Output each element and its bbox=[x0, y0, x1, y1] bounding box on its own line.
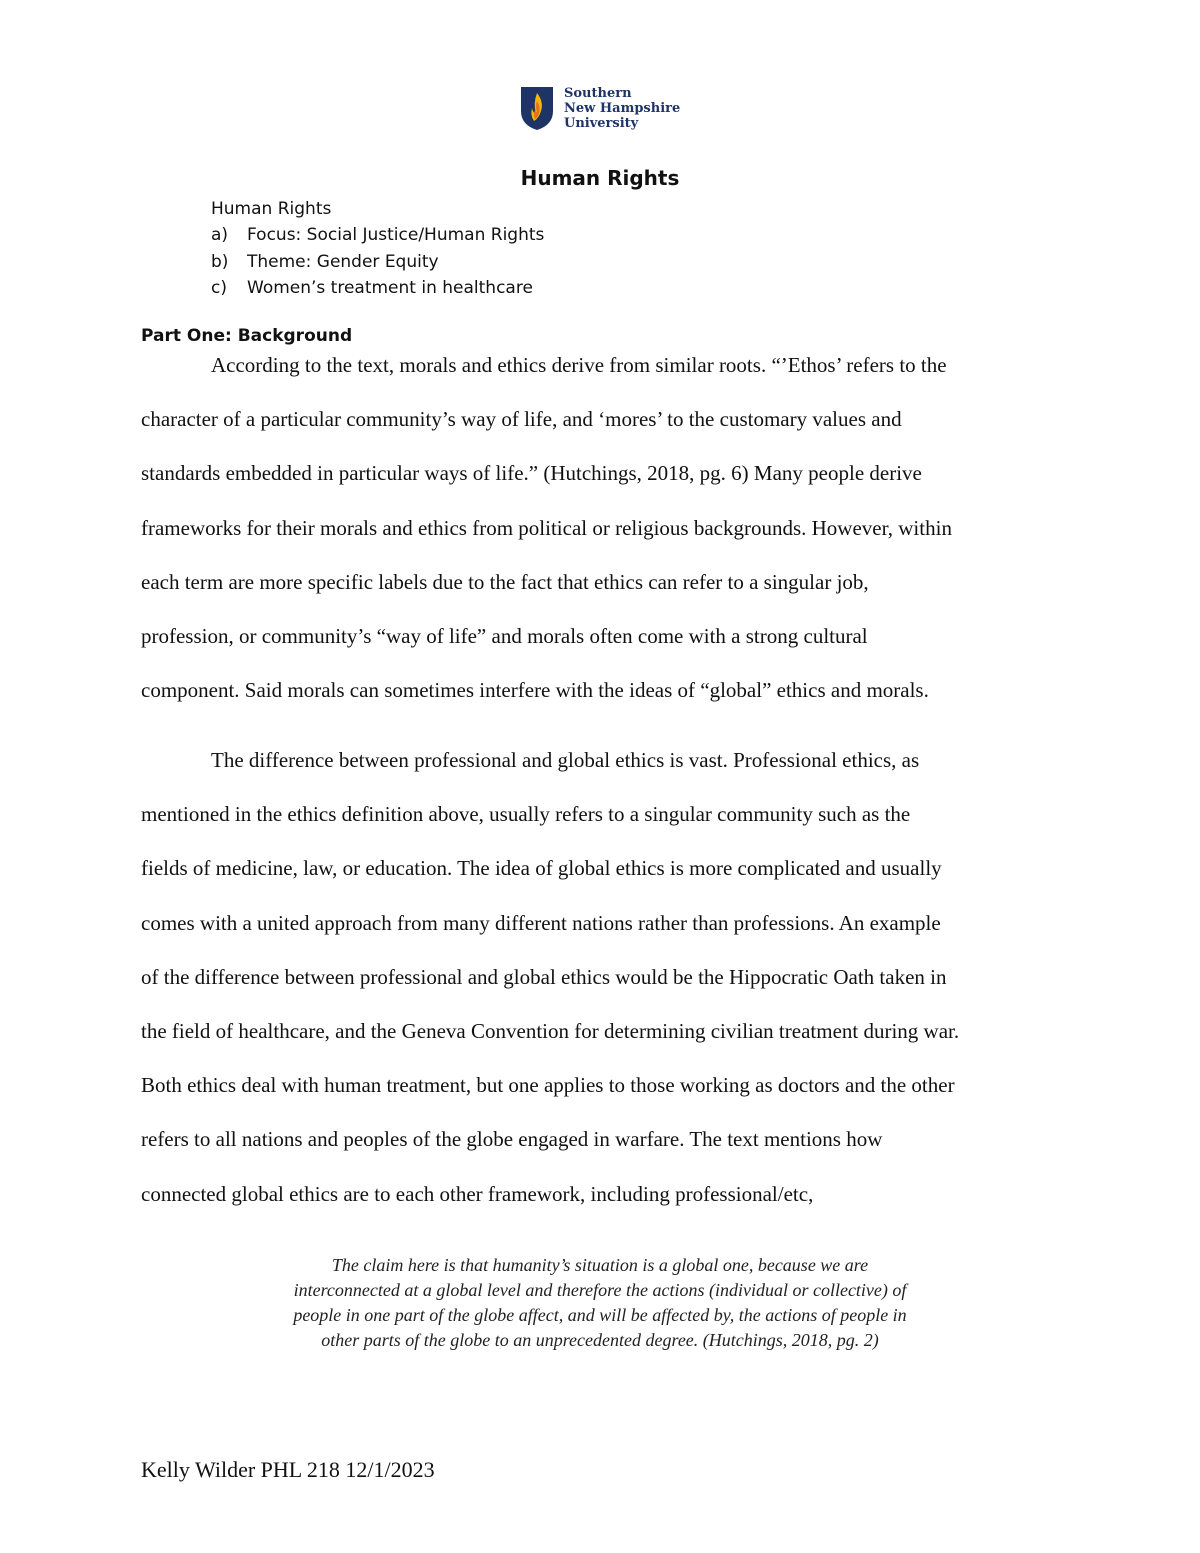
quote-line: The claim here is that humanity’s situation is a global one, because we are bbox=[331, 1255, 869, 1275]
paragraph-line: of the difference between professional and global ethics would be the Hippocratic Oath taken in bbox=[141, 964, 947, 989]
paragraph-line: Both ethics deal with human treatment, but one applies to those working as doctors and the other bbox=[141, 1073, 955, 1098]
paragraph-line: each term are more specific labels due to the fact that ethics can refer to a singular job, bbox=[141, 569, 869, 594]
outline-item bbox=[211, 222, 544, 249]
paragraph-line: standards embedded in particular ways of life.” (Hutchings, 2018, pg. 6) Many people derive bbox=[141, 461, 922, 486]
outline-text: Theme: Gender Equity bbox=[247, 251, 439, 272]
outline-marker: a) bbox=[211, 225, 229, 245]
outline-marker: c) bbox=[211, 278, 227, 298]
paragraph-line: The difference between professional and global ethics is vast. Professional ethics, as bbox=[211, 748, 920, 772]
page-footer: Kelly Wilder PHL 218 12/1/2023 bbox=[141, 1457, 435, 1482]
paragraph-line: character of a particular community’s way of life, and ‘mores’ to the customary values and bbox=[141, 407, 902, 432]
outline-text: Women’s treatment in healthcare bbox=[247, 278, 533, 298]
outline-item bbox=[211, 275, 544, 302]
paragraph-background bbox=[141, 353, 1081, 732]
paragraph-line: fields of medicine, law, or education. The idea of global ethics is more complicated and usually bbox=[141, 856, 942, 881]
university-name bbox=[564, 86, 680, 131]
paragraph-line: the field of healthcare, and the Geneva Convention for determining civilian treatment during war. bbox=[141, 1018, 960, 1043]
paragraph-line: mentioned in the ethics definition above, usually refers to a singular community such as the bbox=[141, 802, 911, 827]
flame-shield-icon bbox=[520, 85, 554, 131]
paragraph-line: connected global ethics are to each other framework, including professional/etc, bbox=[141, 1181, 814, 1206]
logo-line-3: University bbox=[564, 115, 639, 131]
topic-outline bbox=[211, 196, 544, 302]
logo-line-2: New Hampshire bbox=[564, 100, 681, 116]
outline-marker: b) bbox=[211, 251, 229, 272]
quote-line: other parts of the globe to an unprecedented degree. (Hutchings, 2018, pg. 2) bbox=[321, 1330, 879, 1350]
paragraph-line: comes with a united approach from many different nations rather than professions. An example bbox=[141, 910, 941, 935]
outline-item bbox=[211, 249, 544, 276]
block-quote bbox=[150, 1253, 1050, 1353]
outline-text: Focus: Social Justice/Human Rights bbox=[247, 225, 545, 245]
paragraph-line: component. Said morals can sometimes interfere with the ideas of “global” ethics and morals. bbox=[141, 678, 929, 703]
outline-heading: Human Rights bbox=[211, 199, 332, 219]
paragraph-line: According to the text, morals and ethics derive from similar roots. “’Ethos’ refers to the bbox=[211, 353, 947, 377]
quote-line: interconnected at a global level and therefore the actions (individual or collective) of bbox=[293, 1280, 907, 1300]
paragraph-ethics-difference bbox=[141, 748, 1081, 1236]
logo-line-1: Southern bbox=[564, 85, 632, 101]
quote-line: people in one part of the globe affect, and will be affected by, the actions of people in bbox=[293, 1305, 907, 1325]
paragraph-line: profession, or community’s “way of life” and morals often come with a strong cultural bbox=[141, 623, 868, 648]
outline-list bbox=[211, 222, 544, 302]
section-heading: Part One: Background bbox=[141, 326, 353, 346]
paragraph-line: frameworks for their morals and ethics from political or religious backgrounds. However, within bbox=[141, 515, 952, 540]
university-logo bbox=[520, 84, 680, 132]
paragraph-line: refers to all nations and peoples of the globe engaged in warfare. The text mentions how bbox=[141, 1127, 883, 1152]
document-title: Human Rights bbox=[520, 166, 680, 190]
